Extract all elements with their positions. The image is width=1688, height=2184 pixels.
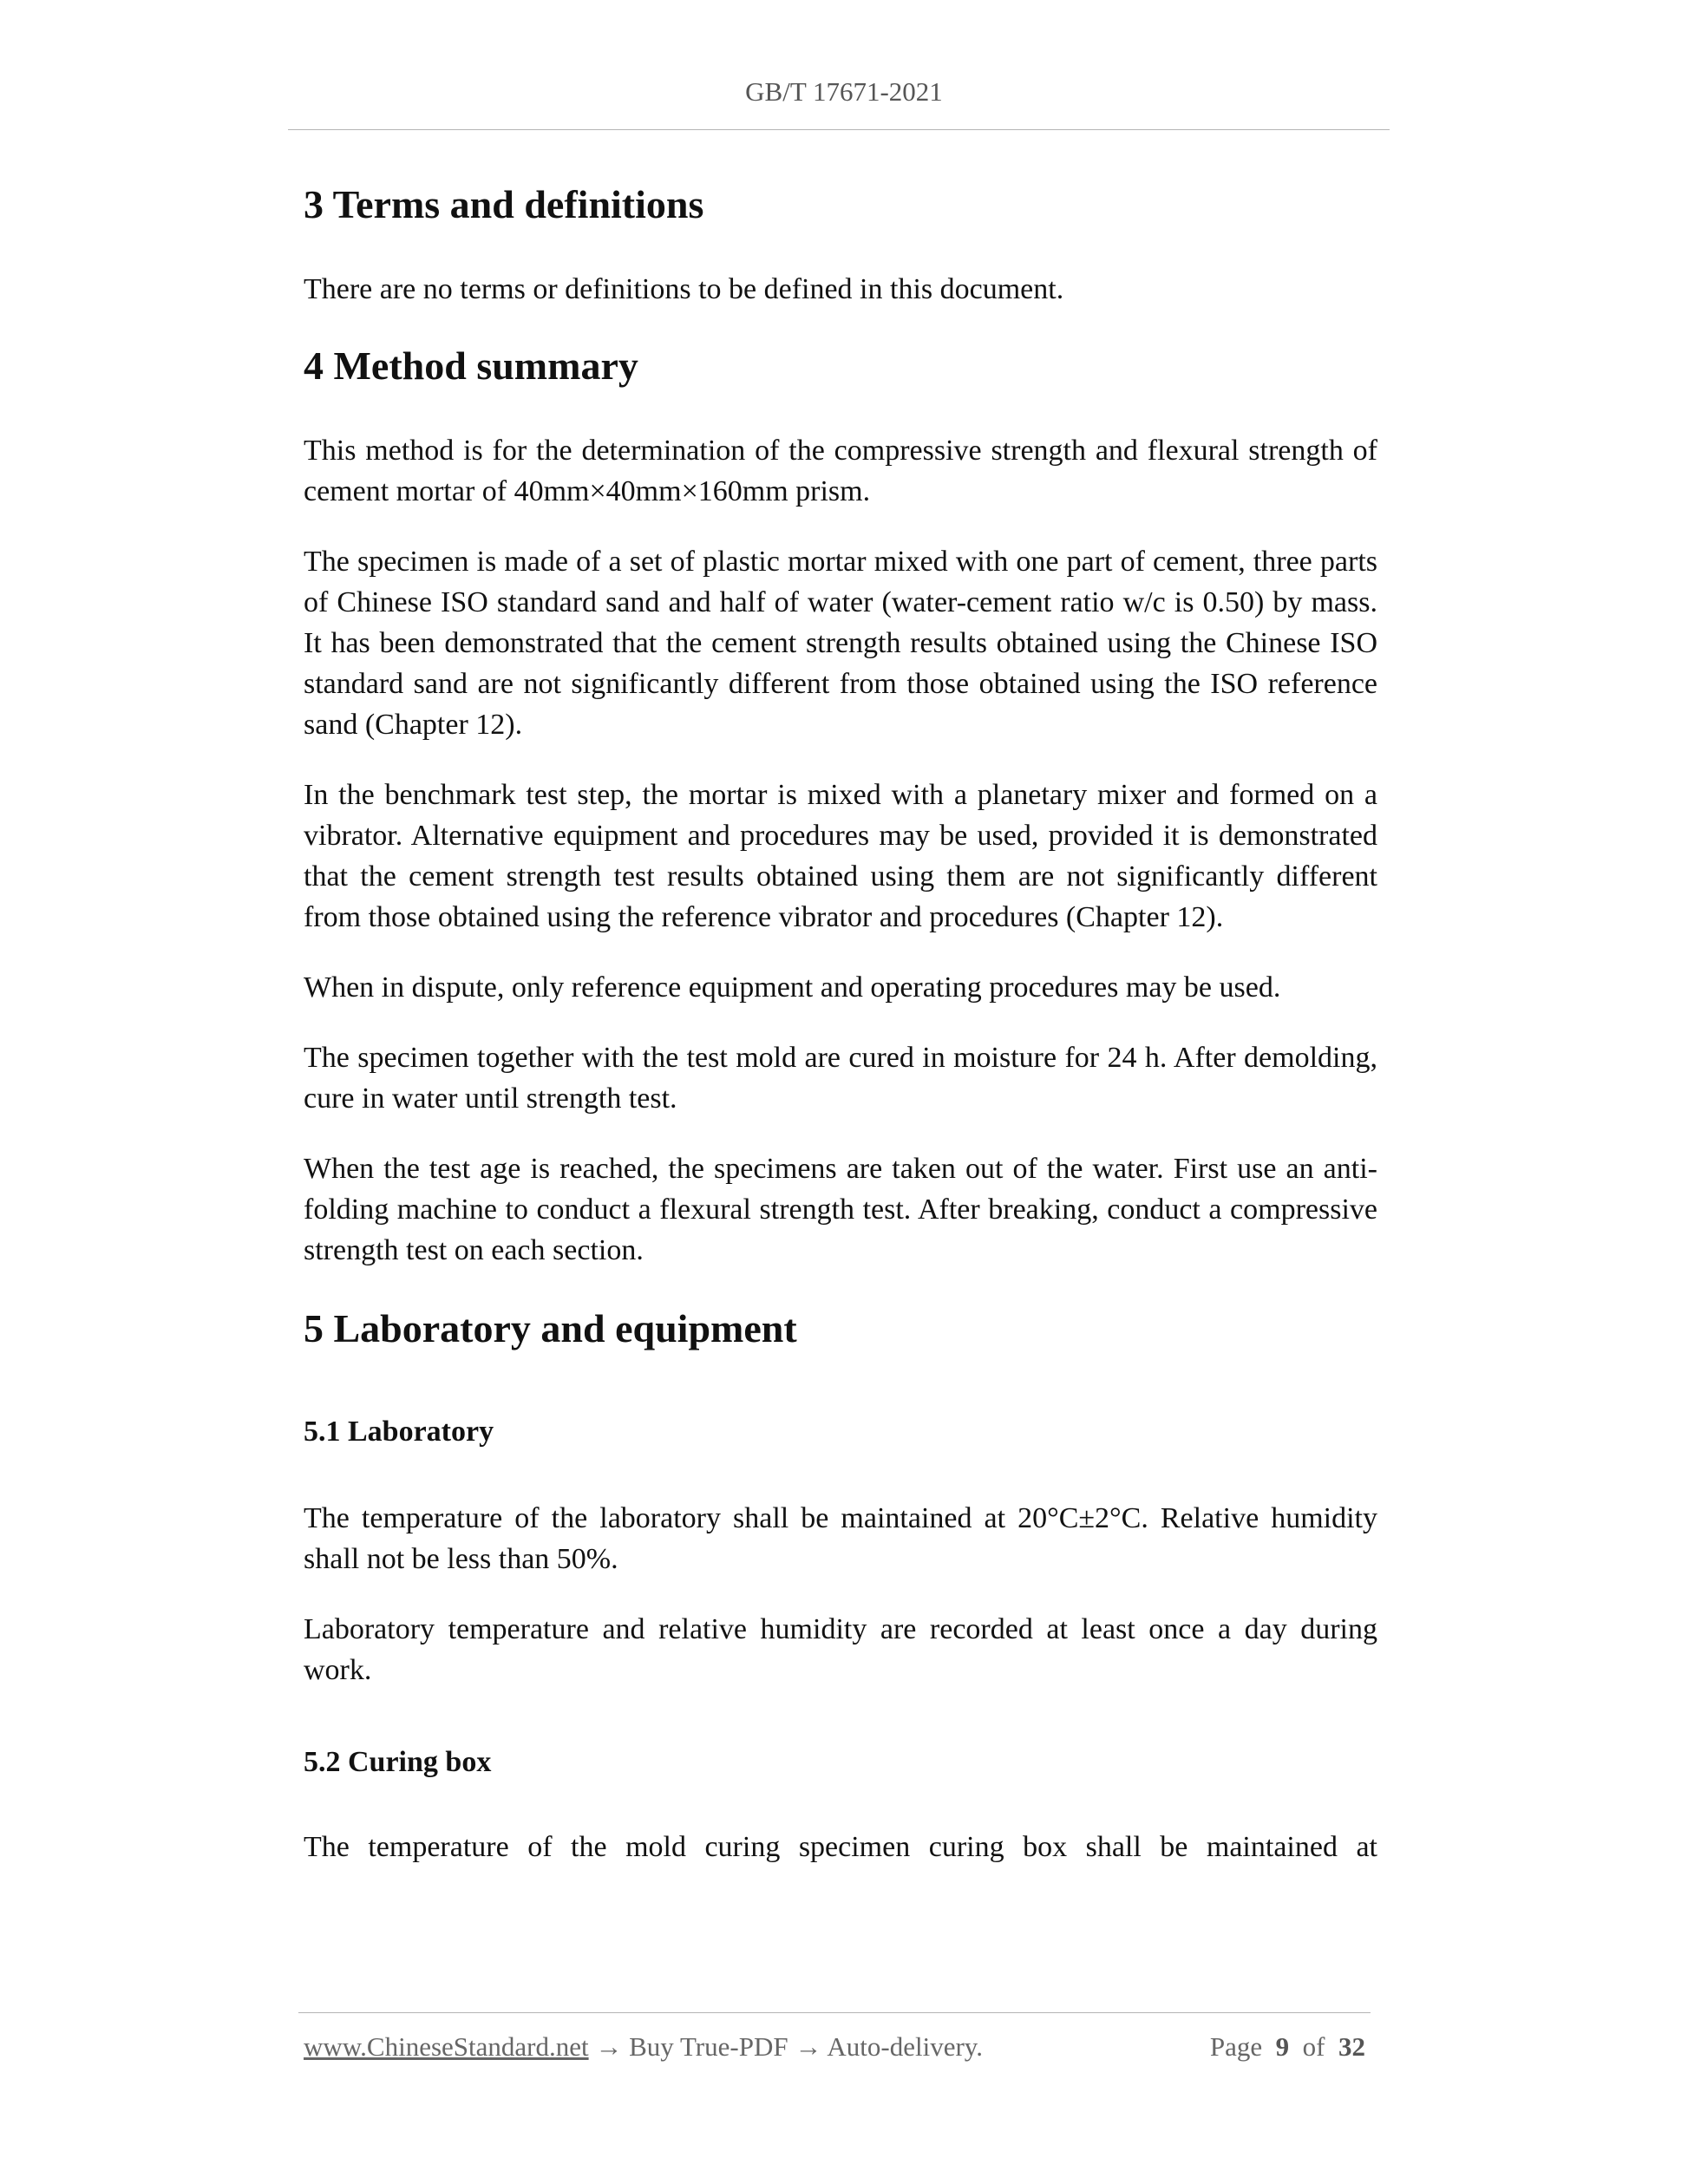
arrow-right-icon: →	[595, 2031, 623, 2062]
section-4-paragraph-2: The specimen is made of a set of plastic mortar mixed with one part of cement, three parts of Chinese ISO standard sand and half of water (water-cement ratio w/c is 0.50) by mass. It has been demonstrated that the cement strength results obtained using the Chinese ISO standard sand are not significantly different from those obtained using the ISO reference sand (Chapter 12).	[304, 546, 1377, 741]
footer-divider	[298, 2012, 1371, 2013]
section-5-2-paragraph-1: The temperature of the mold curing specimen curing box shall be maintained at	[304, 1831, 1377, 1863]
website-link[interactable]: www.ChineseStandard.net	[304, 2031, 589, 2062]
section-4-paragraph-1: This method is for the determination of the compressive strength and flexural strength of cement mortar of 40mm×40mm×160mm prism.	[304, 435, 1377, 507]
section-5-1-heading: 5.1 Laboratory	[304, 1416, 494, 1448]
running-header: GB/T 17671-2021	[745, 76, 943, 107]
section-3-paragraph: There are no terms or definitions to be defined in this document.	[304, 273, 1064, 305]
footer-promo	[304, 2030, 983, 2064]
section-3-heading: 3 Terms and definitions	[304, 182, 704, 226]
page-number	[1210, 2030, 1365, 2064]
page-body	[304, 173, 1377, 1867]
page-of: of	[1302, 2031, 1325, 2062]
section-4-paragraph-3: In the benchmark test step, the mortar is mixed with a planetary mixer and formed on a vibrator. Alternative equipment and procedures may be used, provided it is demonstrated that the cement strength test results obtained using them are not significantly different from those obtained using the reference vibrator and procedures (Chapter 12).	[304, 779, 1377, 933]
page-label: Page	[1209, 2031, 1263, 2062]
arrow-right-icon: →	[795, 2031, 822, 2062]
section-5-heading: 5 Laboratory and equipment	[304, 1306, 797, 1350]
page-current: 9	[1275, 2031, 1290, 2062]
header-divider	[288, 129, 1390, 130]
section-4-heading: 4 Method summary	[304, 343, 638, 388]
auto-delivery-text: Auto-delivery.	[827, 2031, 984, 2062]
page-total: 32	[1338, 2031, 1365, 2062]
section-4-paragraph-6: When the test age is reached, the specimens are taken out of the water. First use an anti-folding machine to conduct a flexural strength test. After breaking, conduct a compressive strength test on each section.	[304, 1153, 1377, 1266]
section-5-1-paragraph-1: The temperature of the laboratory shall be maintained at 20°C±2°C. Relative humidity shall not be less than 50%.	[304, 1502, 1377, 1575]
buy-pdf-text: Buy True-PDF	[629, 2031, 788, 2062]
section-4-paragraph-4: When in dispute, only reference equipment and operating procedures may be used.	[304, 971, 1281, 1004]
section-5-2-heading: 5.2 Curing box	[304, 1746, 492, 1778]
section-4-paragraph-5: The specimen together with the test mold are cured in moisture for 24 h. After demolding, cure in water until strength test.	[304, 1042, 1377, 1115]
section-5-1-paragraph-2: Laboratory temperature and relative humidity are recorded at least once a day during work.	[304, 1613, 1377, 1686]
